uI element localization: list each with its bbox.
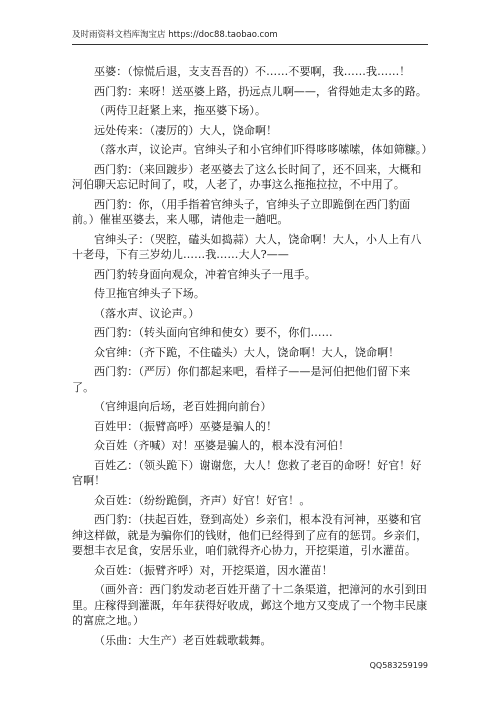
script-line: 众官绅：（齐下跪，不住磕头）大人，饶命啊！大人，饶命啊！: [94, 345, 400, 359]
script-line: 西门豹：（扶起百姓，登到高处）乡亲们，根本没有河神，巫婆和官绅这样做，就是为骗你们的钱财，他们已经得到了应有的惩罚。乡亲们，要想丰衣足食，安居乐业，咱们就得齐心协力，开挖渠道，引水灌苗。: [72, 513, 428, 557]
script-line: 侍卫拖官绅头子下场。: [94, 287, 205, 300]
script-body: [72, 64, 433, 652]
script-line: （落水声、议论声。）: [94, 306, 200, 320]
page-header: 及时雨资料文档库淘宝店 https://doc88.taobao.com: [72, 30, 278, 40]
script-line: 众百姓：（纷纷跪倒，齐声）好官！好官！。: [94, 493, 311, 507]
header-divider: [72, 44, 428, 45]
script-line: （落水声，议论声。官绅头子和小官绅们吓得哆哆嗦嗦，体如筛糠。）: [94, 143, 433, 156]
script-line: 巫婆：（惊慌后退，支支吾吾的）不……不要啊，我……我……！: [94, 65, 411, 78]
script-line: （官绅退向后场，老百姓拥向前台）: [94, 400, 272, 413]
script-line: （画外音：西门豹发动老百姓开凿了十二条渠道，把漳河的水引到田里。庄稼得到灌溉，年年获得好收成，邺这个地方又变成了一个物丰民康的富庶之地。）: [72, 583, 428, 627]
script-line: 百姓甲：（振臂高呼）巫婆是骗人的！: [94, 419, 278, 433]
script-line: 西门豹：你，（用手指着官绅头子，官绅头子立即跪倒在西门豹面前。）催崔巫婆去，来人哪，请他走一趟吧。: [72, 197, 411, 226]
script-line: 西门豹转身面向观众，冲着官绅头子一甩手。: [94, 267, 316, 281]
script-line: 众百姓：（振臂齐呼）对，开挖渠道，因水灌苗！: [94, 563, 333, 577]
script-line: （乐曲：大生产）老百姓载歌载舞。: [94, 633, 272, 647]
script-line: 远处传来：（凄厉的）大人，饶命啊！: [94, 123, 278, 137]
script-line: 众百姓（齐喊）对！巫婆是骗人的，根本没有河伯！: [94, 439, 350, 452]
script-line: （两侍卫赶紧上来，拖巫婆下场）。: [94, 104, 267, 117]
page-footer: QQ583259199: [369, 661, 428, 670]
script-line: 西门豹：（来回踱步）老巫婆去了这么长时间了，还不回来，大概和河伯聊天忘记时间了，哎，人老了，办事这么拖拖拉拉，不中用了。: [72, 162, 422, 191]
script-line: 官绅头子：（哭腔，磕头如捣蒜）大人，饶命啊！大人，小人上有八十老母，下有三岁幼儿……我……大人?——: [72, 232, 422, 261]
script-line: 西门豹：来呀！送巫婆上路，扔远点儿啊——，省得她走太多的路。: [94, 84, 427, 98]
script-line: 西门豹：（严厉）你们都起来吧，看样子——是河伯把他们留下来了。: [72, 365, 411, 394]
script-line: 西门豹：（转头面向官绅和使女）要不，你们……: [94, 326, 333, 339]
script-line: 百姓乙：（领头跪下）谢谢您，大人！您救了老百的命呀！好官！好官啊！: [72, 458, 422, 487]
